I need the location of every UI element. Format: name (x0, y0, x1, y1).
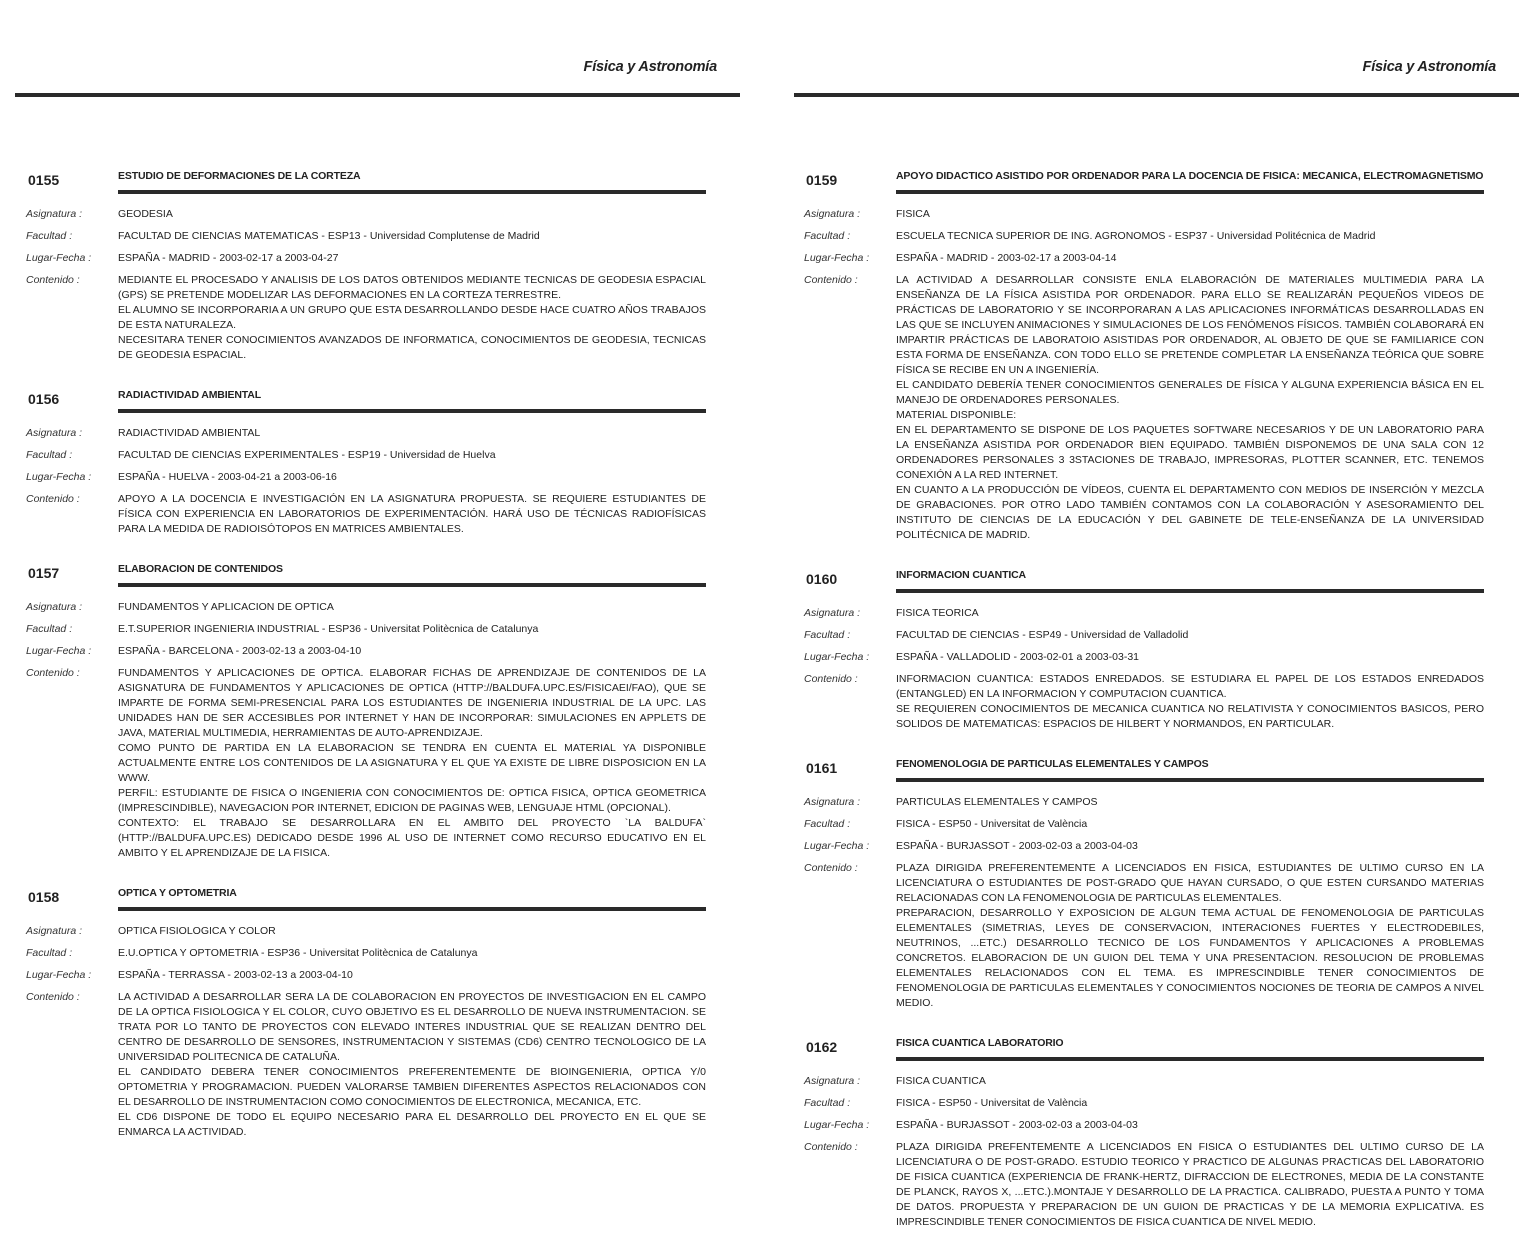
lugar-fecha-row (804, 1118, 1484, 1133)
entry-header (804, 756, 1484, 777)
entry-title: INFORMACION CUANTICA (896, 569, 1026, 581)
asignatura-value: PARTICULAS ELEMENTALES Y CAMPOS (896, 796, 1098, 808)
facultad-value: E.U.OPTICA Y OPTOMETRIA - ESP36 - Universitat Politècnica de Catalunya (118, 947, 478, 959)
facultad-label: Facultad : (804, 629, 851, 641)
header-rule (15, 93, 740, 97)
asignatura-label: Asignatura : (26, 601, 83, 613)
lugar-fecha-label: Lugar-Fecha : (26, 471, 92, 483)
asignatura-row (804, 795, 1484, 810)
entry-title: RADIACTIVIDAD AMBIENTAL (118, 389, 261, 401)
contenido-label: Contenido : (26, 991, 80, 1003)
asignatura-value: GEODESIA (118, 208, 173, 220)
lugar-fecha-label: Lugar-Fecha : (804, 1119, 870, 1131)
contenido-label: Contenido : (804, 673, 858, 685)
lugar-fecha-value: ESPAÑA - BURJASSOT - 2003-02-03 a 2003-04-03 (896, 1119, 1138, 1131)
lugar-fecha-value: ESPAÑA - BARCELONA - 2003-02-13 a 2003-04-10 (118, 645, 362, 657)
contenido-text: PLAZA DIRIGIDA PREFERENTEMENTE A LICENCIADOS EN FISICA, ESTUDIANTES DE ULTIMO CURSO EN LA LICENCIATURA O ESTUDIANTES DE POST-GRADO QUE HAYAN CURSADO, O QUE ESTEN CURSANDO MATERIAS RELACIONADAS CON LA FENOMENOLOGIA DE PARTICULAS ELEMENTALES. PREPARACION, DESARROLLO Y EXPOSICION DE ALGUN TEMA ACTUAL DE FENOMENOLOGIA DE PARTICULAS ELEMENTALES (SIMETRIAS, LEYES DE CONSERVACION, INTERACIONES FUERTES Y ELECTRODEBILES, NEUTRINOS, ...ETC.) DESARROLLO TECNICO DE LOS FUNDAMENTOS Y APLICACIONES A PROBLEMAS CONCRETOS. ELABORACION DE UN GUION DEL TEMA Y UNA PRESENTACION. RESOLUCION DE PROBLEMAS ELEMENTALES RELACIONADOS CON EL TEMA. ES IMPRESCINDIBLE TENER CONOCIMIENTOS DE FENOMENOLOGIA DE PARTICULAS ELEMENTALES Y CONOCIMIENTOS NOCIONES DE TEORIA DE CAMPOS A NIVEL MEDIO. (896, 862, 1484, 1009)
asignatura-label: Asignatura : (26, 427, 83, 439)
contenido-row (804, 672, 1484, 732)
facultad-label: Facultad : (804, 818, 851, 830)
entry-number: 0162 (806, 1039, 838, 1055)
lugar-fecha-value: ESPAÑA - MADRID - 2003-02-17 a 2003-04-14 (896, 252, 1117, 264)
asignatura-row (26, 600, 706, 615)
asignatura-row (804, 207, 1484, 222)
lugar-fecha-row (804, 251, 1484, 266)
asignatura-value: FISICA CUANTICA (896, 1075, 986, 1087)
facultad-row (804, 628, 1484, 643)
contenido-label: Contenido : (26, 493, 80, 505)
entry-number: 0160 (806, 571, 838, 587)
contenido-text: LA ACTIVIDAD A DESARROLLAR SERA LA DE COLABORACION EN PROYECTOS DE INVESTIGACION EN EL CAMPO DE LA OPTICA FISIOLOGICA Y EL COLOR, CUYO OBJETIVO ES EL DESARROLLO DE NUEVA INSTRUMENTACION. SE TRATA POR LO TANTO DE PROYECTOS CON ELEVADO INTERES INDUSTRIAL QUE SE REALIZAN DENTRO DEL CENTRO DE DESARROLLO DE SENSORES, INSTRUMENTACION Y SISTEMAS (CD6) CENTRO TECNOLOGICO DE LA UNIVERSIDAD POLITECNICA DE CATALUÑA. EL CANDIDATO DEBERA TENER CONOCIMIENTOS PREFERENTEMENTE DE BIOINGENIERIA, OPTICA Y/0 OPTOMETRIA Y PROGRAMACION. PUEDEN VALORARSE TAMBIEN DIFERENTES ASPECTOS RELACIONADOS CON EL DESARROLLO DE INSTRUMENTACION COMO CONOCIMIENTOS DE ELECTRONICA, MECANICA, ETC. EL CD6 DISPONE DE TODO EL EQUIPO NECESARIO PARA EL DESARROLLO DEL PROYECTO EN EL QUE SE ENMARCA LA ACTIVIDAD. (118, 991, 706, 1138)
asignatura-label: Asignatura : (26, 208, 83, 220)
entry-0161 (804, 756, 1484, 1011)
entry-rule (118, 190, 706, 194)
asignatura-value: FUNDAMENTOS Y APLICACION DE OPTICA (118, 601, 334, 613)
left-page (0, 0, 766, 1238)
contenido-label: Contenido : (804, 862, 858, 874)
facultad-value: E.T.SUPERIOR INGENIERIA INDUSTRIAL - ESP36 - Universitat Politècnica de Catalunya (118, 623, 539, 635)
asignatura-label: Asignatura : (804, 208, 861, 220)
entry-header (26, 561, 706, 582)
contenido-row (804, 273, 1484, 543)
entry-title: APOYO DIDACTICO ASISTIDO POR ORDENADOR PARA LA DOCENCIA DE FISICA: MECANICA, ELECTROMAGNETISMO (896, 170, 1484, 182)
contenido-row (26, 273, 706, 363)
entry-rule (118, 583, 706, 587)
asignatura-row (26, 924, 706, 939)
asignatura-value: FISICA TEORICA (896, 607, 979, 619)
lugar-fecha-value: ESPAÑA - MADRID - 2003-02-17 a 2003-04-27 (118, 252, 339, 264)
contenido-text: PLAZA DIRIGIDA PREFENTEMENTE A LICENCIADOS EN FISICA O ESTUDIANTES DEL ULTIMO CURSO DE LA LICENCIATURA O DE POST-GRADO. ESTUDIO TEORICO Y PRACTICO DE ALGUNAS PRACTICAS DEL LABORATORIO DE FISICA CUANTICA (EXPERIENCIA DE FRANK-HERTZ, DIFRACCION DE ELECTRONES, MEDIA DE LA CONSTANTE DE PLANCK, RAYOS X, ...ETC.).MONTAJE Y DESARROLLO DE LA PRACTICA. CALIBRADO, PUESTA A PUNTO Y TOMA DE DATOS. PROPUESTA Y PREPARACION DE UN GUION DE PRACTICAS Y DE LA MEMORIA EXPLICATIVA. ES IMPRESCINDIBLE TENER CONOCIMIENTOS DE FISICA CUANTICA DE NIVEL MEDIO. (896, 1141, 1484, 1228)
contenido-text: INFORMACION CUANTICA: ESTADOS ENREDADOS. SE ESTUDIARA EL PAPEL DE LOS ESTADOS ENREDADOS (ENTANGLED) EN LA INFORMACION Y COMPUTACION CUANTICA. SE REQUIEREN CONOCIMIENTOS DE MECANICA CUANTICA NO RELATIVISTA Y CONOCIMIENTOS BASICOS, PERO SOLIDOS DE MATEMATICAS: ESPACIOS DE HILBERT Y NORMANDOS, EN PARTICULAR. (896, 673, 1484, 730)
asignatura-label: Asignatura : (804, 796, 861, 808)
entry-0162 (804, 1035, 1484, 1230)
facultad-label: Facultad : (26, 623, 73, 635)
asignatura-label: Asignatura : (804, 607, 861, 619)
facultad-row (26, 229, 706, 244)
entry-title: FISICA CUANTICA LABORATORIO (896, 1037, 1064, 1049)
facultad-value: FISICA - ESP50 - Universitat de València (896, 1097, 1088, 1109)
entry-number: 0157 (28, 565, 60, 581)
facultad-value: FISICA - ESP50 - Universitat de València (896, 818, 1088, 830)
entry-rule (896, 1057, 1484, 1061)
contenido-row (26, 492, 706, 537)
lugar-fecha-value: ESPAÑA - VALLADOLID - 2003-02-01 a 2003-03-31 (896, 651, 1139, 663)
asignatura-value: RADIACTIVIDAD AMBIENTAL (118, 427, 261, 439)
asignatura-label: Asignatura : (26, 925, 83, 937)
lugar-fecha-label: Lugar-Fecha : (804, 651, 870, 663)
contenido-text: LA ACTIVIDAD A DESARROLLAR CONSISTE ENLA ELABORACIÓN DE MATERIALES MULTIMEDIA PARA LA ENSEÑANZA DE LA FÍSICA ASISTIDA POR ORDENADOR. PARA ELLO SE REALIZARÁN PEQUEÑOS VIDEOS DE PRÁCTICAS DE LABORATORIO Y SE INCORPORARAN A LAS APLICACIONES INFORMÁTICAS DESARROLLADAS EN LAS QUE SE INCLUYEN ANIMACIONES Y SIMULACIONES DE LOS FENÓMENOS FÍSICOS. TAMBIÉN COLABORARÁ EN IMPARTIR PRÁCTICAS DE LABORATOIO ASISTIDAS POR ORDENADOR, AL OBJETO DE QUE SE FAMILIARICE CON ESTA FORMA DE ENSEÑANZA. CON TODO ELLO SE PRETENDE COMPLETAR LA ENSEÑANZA TEÓRICA QUE SOBRE FÍSICA SE RECIBE EN UN A INGENIERÍA. EL CANDIDATO DEBERÍA TENER CONOCIMIENTOS GENERALES DE FÍSICA Y ALGUNA EXPERIENCIA BÁSICA EN EL MANEJO DE ORDENADORES PERSONALES. MATERIAL DISPONIBLE: EN EL DEPARTAMENTO SE DISPONE DE LOS PAQUETES SOFTWARE NECESARIOS Y DE UN LABORATORIO PARA LA ENSEÑANZA ASISTIDA POR ORDENADOR BIEN EQUIPADO. TAMBIÉN DISPONEMOS DE UNA SALA CON 12 ORDENADORES PERSONALES 3 3STACIONES DE TRABAJO, IMPRESORAS, PLOTTER SCANNER, ETC. TENEMOS CONEXIÓN A LA RED INTERNET. EN CUANTO A LA PRODUCCIÓN DE VÍDEOS, CUENTA EL DEPARTAMENTO CON MEDIOS DE INSERCIÓN Y MEZCLA DE GRABACIONES. POR OTRO LADO TAMBIÉN CONTAMOS CON LA COLABORACIÓN Y ASESORAMIENTO DEL INSTITUTO DE CIENCIAS DE LA EDUCACIÓN Y DEL GABINETE DE TELE-ENSEÑANZA DE LA UNIVERSIDAD POLITÉCNICA DE MADRID. (896, 274, 1484, 541)
entry-rule (896, 778, 1484, 782)
entry-number: 0155 (28, 172, 60, 188)
asignatura-row (26, 207, 706, 222)
right-page (766, 0, 1532, 1238)
facultad-row (804, 229, 1484, 244)
lugar-fecha-row (26, 644, 706, 659)
facultad-row (804, 1096, 1484, 1111)
lugar-fecha-value: ESPAÑA - HUELVA - 2003-04-21 a 2003-06-16 (118, 471, 337, 483)
asignatura-value: FISICA (896, 208, 930, 220)
header-rule (794, 93, 1519, 97)
facultad-value: FACULTAD DE CIENCIAS EXPERIMENTALES - ESP19 - Universidad de Huelva (118, 449, 496, 461)
lugar-fecha-row (26, 251, 706, 266)
contenido-label: Contenido : (804, 1141, 858, 1153)
entry-header (26, 168, 706, 189)
entry-header (804, 567, 1484, 588)
entry-title: ESTUDIO DE DEFORMACIONES DE LA CORTEZA (118, 170, 361, 182)
entry-title: FENOMENOLOGIA DE PARTICULAS ELEMENTALES Y CAMPOS (896, 758, 1209, 770)
entry-header (26, 885, 706, 906)
contenido-label: Contenido : (804, 274, 858, 286)
entry-rule (896, 589, 1484, 593)
lugar-fecha-row (26, 470, 706, 485)
facultad-value: FACULTAD DE CIENCIAS MATEMATICAS - ESP13 - Universidad Complutense de Madrid (118, 230, 540, 242)
entry-number: 0159 (806, 172, 838, 188)
entry-list (804, 168, 1484, 1254)
lugar-fecha-value: ESPAÑA - BURJASSOT - 2003-02-03 a 2003-04-03 (896, 840, 1138, 852)
lugar-fecha-row (804, 839, 1484, 854)
page-header-title: Física y Astronomía (1362, 59, 1496, 75)
entry-number: 0161 (806, 760, 838, 776)
asignatura-row (804, 606, 1484, 621)
contenido-label: Contenido : (26, 274, 80, 286)
contenido-text: APOYO A LA DOCENCIA E INVESTIGACIÓN EN LA ASIGNATURA PROPUESTA. SE REQUIERE ESTUDIANTES DE FÍSICA CON EXPERIENCIA EN LABORATORIOS DE EXPERIMENTACIÓN. HARÁ USO DE TÉCNICAS RADIOFÍSICAS PARA LA MEDIDA DE RADIOISÓTOPOS EN MATRICES AMBIENTALES. (118, 493, 706, 535)
entry-header (804, 168, 1484, 189)
facultad-value: ESCUELA TECNICA SUPERIOR DE ING. AGRONOMOS - ESP37 - Universidad Politécnica de Madrid (896, 230, 1376, 242)
entry-number: 0156 (28, 391, 60, 407)
asignatura-value: OPTICA FISIOLOGICA Y COLOR (118, 925, 276, 937)
entry-0157 (26, 561, 706, 861)
facultad-row (26, 448, 706, 463)
lugar-fecha-label: Lugar-Fecha : (804, 252, 870, 264)
entry-rule (118, 409, 706, 413)
lugar-fecha-label: Lugar-Fecha : (26, 252, 92, 264)
entry-header (804, 1035, 1484, 1056)
contenido-row (804, 1140, 1484, 1230)
lugar-fecha-row (26, 968, 706, 983)
contenido-label: Contenido : (26, 667, 80, 679)
entry-title: ELABORACION DE CONTENIDOS (118, 563, 283, 575)
lugar-fecha-label: Lugar-Fecha : (26, 645, 92, 657)
contenido-row (26, 990, 706, 1140)
asignatura-row (804, 1074, 1484, 1089)
contenido-row (26, 666, 706, 861)
facultad-row (26, 946, 706, 961)
entry-number: 0158 (28, 889, 60, 905)
entry-list (26, 168, 706, 1164)
entry-header (26, 387, 706, 408)
entry-title: OPTICA Y OPTOMETRIA (118, 887, 237, 899)
lugar-fecha-label: Lugar-Fecha : (804, 840, 870, 852)
contenido-text: MEDIANTE EL PROCESADO Y ANALISIS DE LOS DATOS OBTENIDOS MEDIANTE TECNICAS DE GEODESIA ESPACIAL (GPS) SE PRETENDE MODELIZAR LAS DEFORMACIONES EN LA CORTEZA TERRESTRE. EL ALUMNO SE INCORPORARIA A UN GRUPO QUE ESTA DESARROLLANDO DESDE HACE CUATRO AÑOS TRABAJOS DE ESTA NATURALEZA. NECESITARA TENER CONOCIMIENTOS AVANZADOS DE INFORMATICA, CONOCIMIENTOS DE GEODESIA, TECNICAS DE GEODESIA ESPACIAL. (118, 274, 706, 361)
entry-0155 (26, 168, 706, 363)
lugar-fecha-row (804, 650, 1484, 665)
lugar-fecha-value: ESPAÑA - TERRASSA - 2003-02-13 a 2003-04-10 (118, 969, 353, 981)
contenido-row (804, 861, 1484, 1011)
facultad-label: Facultad : (26, 947, 73, 959)
facultad-label: Facultad : (804, 230, 851, 242)
facultad-label: Facultad : (804, 1097, 851, 1109)
entry-0159 (804, 168, 1484, 543)
asignatura-row (26, 426, 706, 441)
asignatura-label: Asignatura : (804, 1075, 861, 1087)
facultad-row (804, 817, 1484, 832)
page-header-title: Física y Astronomía (583, 59, 717, 75)
contenido-text: FUNDAMENTOS Y APLICACIONES DE OPTICA. ELABORAR FICHAS DE APRENDIZAJE DE CONTENIDOS DE LA ASIGNATURA DE FUNDAMENTOS Y APLICACIONES DE OPTICA (HTTP://BALDUFA.UPC.ES/FISICAEI/FAO), QUE SE IMPARTE DE FORMA SEMI-PRESENCIAL PARA LOS ESTUDIANTES DE INGENIERIA INDUSTRIAL DE LA UPC. LAS UNIDADES HAN DE SER ACCESIBLES POR INTERNET Y HAN DE INCORPORAR: SIMULACIONES EN APPLETS DE JAVA, MATERIAL MULTIMEDIA, HERRAMIENTAS DE AUTO-APRENDIZAJE. COMO PUNTO DE PARTIDA EN LA ELABORACION SE TENDRA EN CUENTA EL MATERIAL YA DISPONIBLE ACTUALMENTE ENTRE LOS CONTENIDOS DE LA ASIGNATURA Y EL QUE YA EXISTE DE LIBRE DISPOSICION EN LA WWW. PERFIL: ESTUDIANTE DE FISICA O INGENIERIA CON CONOCIMIENTOS DE: OPTICA FISICA, OPTICA GEOMETRICA (IMPRESCINDIBLE), NAVEGACION POR INTERNET, EDICION DE PAGINAS WEB, LENGUAJE HTML (OPCIONAL). CONTEXTO: EL TRABAJO SE DESARROLLARA EN EL AMBITO DEL PROYECTO `LA BALDUFA` (HTTP://BALDUFA.UPC.ES) DEDICADO DESDE 1996 AL USO DE INTERNET COMO RECURSO EDUCATIVO EN EL AMBITO Y EL APRENDIZAJE DE LA FISICA. (118, 667, 706, 859)
entry-0156 (26, 387, 706, 537)
facultad-row (26, 622, 706, 637)
facultad-value: FACULTAD DE CIENCIAS - ESP49 - Universidad de Valladolid (896, 629, 1189, 641)
entry-0160 (804, 567, 1484, 732)
entry-0158 (26, 885, 706, 1140)
entry-rule (896, 190, 1484, 194)
entry-rule (118, 907, 706, 911)
facultad-label: Facultad : (26, 230, 73, 242)
lugar-fecha-label: Lugar-Fecha : (26, 969, 92, 981)
facultad-label: Facultad : (26, 449, 73, 461)
